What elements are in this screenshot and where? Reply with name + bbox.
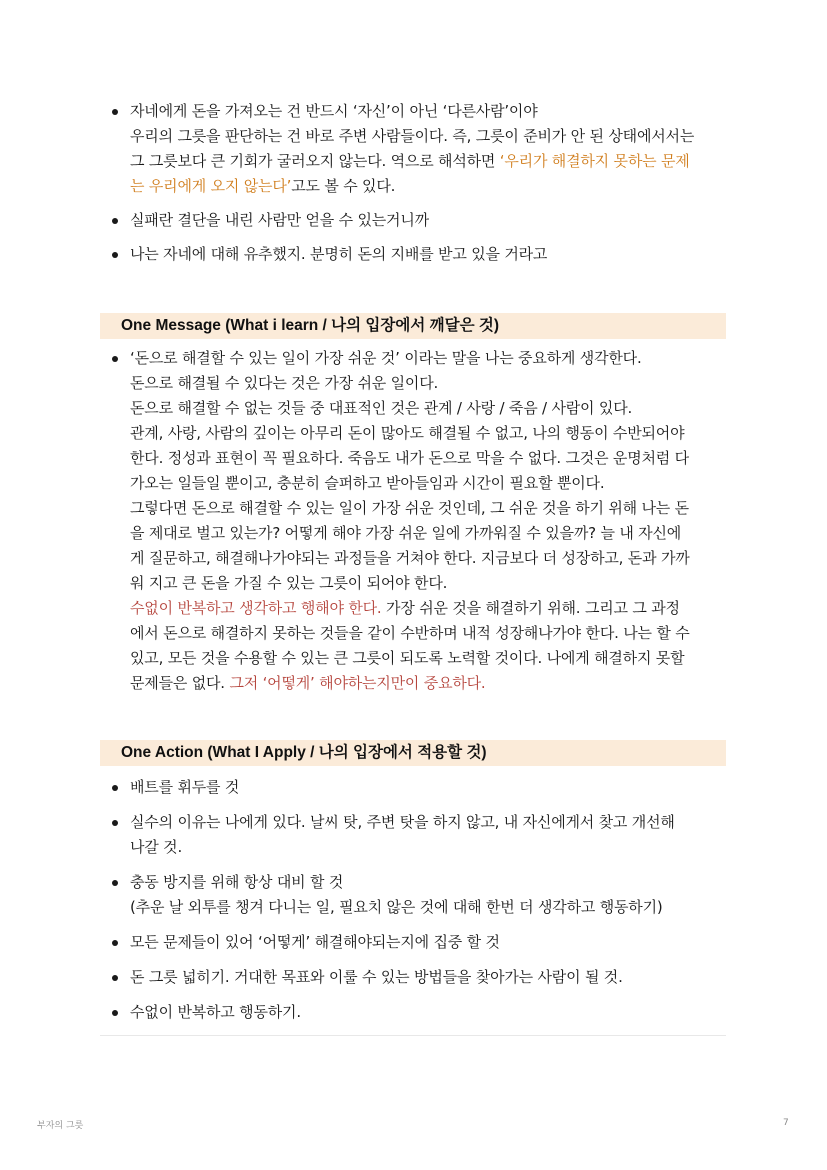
action-list [110, 775, 730, 1025]
page-number: 7 [783, 1118, 789, 1128]
text-line: 실수의 이유는 나에게 있다. 날씨 탓, 주변 탓을 하지 않고, 내 자신에게서 찾고 개선해 [130, 813, 675, 831]
text-line: ‘돈으로 해결할 수 있는 일이 가장 쉬운 것’ 이라는 말을 나는 중요하게 생각한다. [130, 349, 642, 367]
text-line: 고도 볼 수 있다. [291, 177, 396, 195]
one-message-header: One Message (What i learn / 나의 입장에서 깨달은 것) [100, 313, 726, 339]
text-line: 나갈 것. [130, 838, 183, 856]
text-line: 실패란 결단을 내린 사람만 얻을 수 있는거니까 [130, 211, 429, 229]
highlight-text: 는 우리에게 오지 않는다’ [130, 177, 292, 195]
text-line: 돈으로 해결할 수 없는 것들 중 대표적인 것은 관계 / 사랑 / 죽음 / 사람이 있다. [130, 399, 633, 417]
one-action-header: One Action (What I Apply / 나의 입장에서 적용할 것) [100, 740, 726, 766]
text-line: 을 제대로 벌고 있는가? 어떻게 해야 가장 쉬운 일에 가까워질 수 있을까? 늘 내 자신에 [130, 524, 682, 542]
footer-title: 부자의 그릇 [37, 1121, 84, 1131]
highlight-text: 수없이 반복하고 생각하고 행해야 한다. [130, 599, 382, 617]
text-line: 문제들은 없다. [130, 674, 230, 692]
list-item [110, 208, 730, 233]
text-line: 한다. 정성과 표현이 꼭 필요하다. 죽음도 내가 돈으로 막을 수 없다. 그것은 운명처럼 다 [130, 449, 689, 467]
text-line: (추운 날 외투를 챙겨 다니는 일, 필요치 않은 것에 대해 한번 더 생각하고 행동하기) [130, 898, 663, 916]
list-item [110, 930, 730, 955]
text-line: 가장 쉬운 것을 해결하기 위해. 그리고 그 과정 [381, 599, 680, 617]
text-line: 게 질문하고, 해결해나가야되는 과정들을 거쳐야 한다. 지금보다 더 성장하고, 돈과 가까 [130, 549, 690, 567]
text-line: 자네에게 돈을 가져오는 건 반드시 ‘자신’이 아닌 ‘다른사람’이야 [130, 102, 538, 120]
highlight-text: 그저 ‘어떻게’ 해야하는지만이 중요하다. [229, 674, 486, 692]
list-item [110, 965, 730, 990]
text-line: 우리의 그릇을 판단하는 건 바로 주변 사람들이다. 즉, 그릇이 준비가 안 된 상태에서서는 [130, 127, 695, 145]
list-item [110, 99, 730, 199]
section-divider [100, 1035, 726, 1036]
text-line: 충동 방지를 위해 항상 대비 할 것 [130, 873, 344, 891]
text-line: 돈 그릇 넓히기. 거대한 목표와 이룰 수 있는 방법들을 찾아가는 사람이 될 것. [130, 968, 623, 986]
list-item [110, 242, 730, 267]
text-line: 워 지고 큰 돈을 가질 수 있는 그릇이 되어야 한다. [130, 574, 448, 592]
text-line: 나는 자네에 대해 유추했지. 분명히 돈의 지배를 받고 있을 거라고 [130, 245, 548, 263]
text-line: 배트를 휘두를 것 [130, 778, 240, 796]
text-line: 수없이 반복하고 행동하기. [130, 1003, 301, 1021]
list-item [110, 775, 730, 800]
text-line: 에서 돈으로 해결하지 못하는 것들을 같이 수반하며 내적 성장해나가야 한다. 나는 할 수 [130, 624, 690, 642]
text-line: 그렇다면 돈으로 해결할 수 있는 일이 가장 쉬운 것인데, 그 쉬운 것을 하기 위해 나는 돈 [130, 499, 689, 517]
text-line: 가오는 일들일 뿐이고, 충분히 슬퍼하고 받아들임과 시간이 필요할 뿐이다. [130, 474, 605, 492]
text-line: 관계, 사랑, 사람의 깊이는 아무리 돈이 많아도 해결될 수 없고, 나의 행동이 수반되어야 [130, 424, 685, 442]
highlight-text: ‘우리가 해결하지 못하는 문제 [499, 152, 690, 170]
text-line: 돈으로 해결될 수 있다는 것은 가장 쉬운 일이다. [130, 374, 439, 392]
message-list [110, 346, 730, 696]
text-line: 모든 문제들이 있어 ‘어떻게’ 해결해야되는지에 집중 할 것 [130, 933, 500, 951]
text-line: 그 그릇보다 큰 기회가 굴러오지 않는다. 역으로 해석하면 [130, 152, 500, 170]
top-bullet-list [110, 99, 730, 267]
list-item [110, 810, 730, 860]
text-line: 있고, 모든 것을 수용할 수 있는 큰 그릇이 되도록 노력할 것이다. 나에게 해결하지 못할 [130, 649, 685, 667]
list-item [110, 870, 730, 920]
list-item [110, 346, 730, 696]
list-item [110, 1000, 730, 1025]
